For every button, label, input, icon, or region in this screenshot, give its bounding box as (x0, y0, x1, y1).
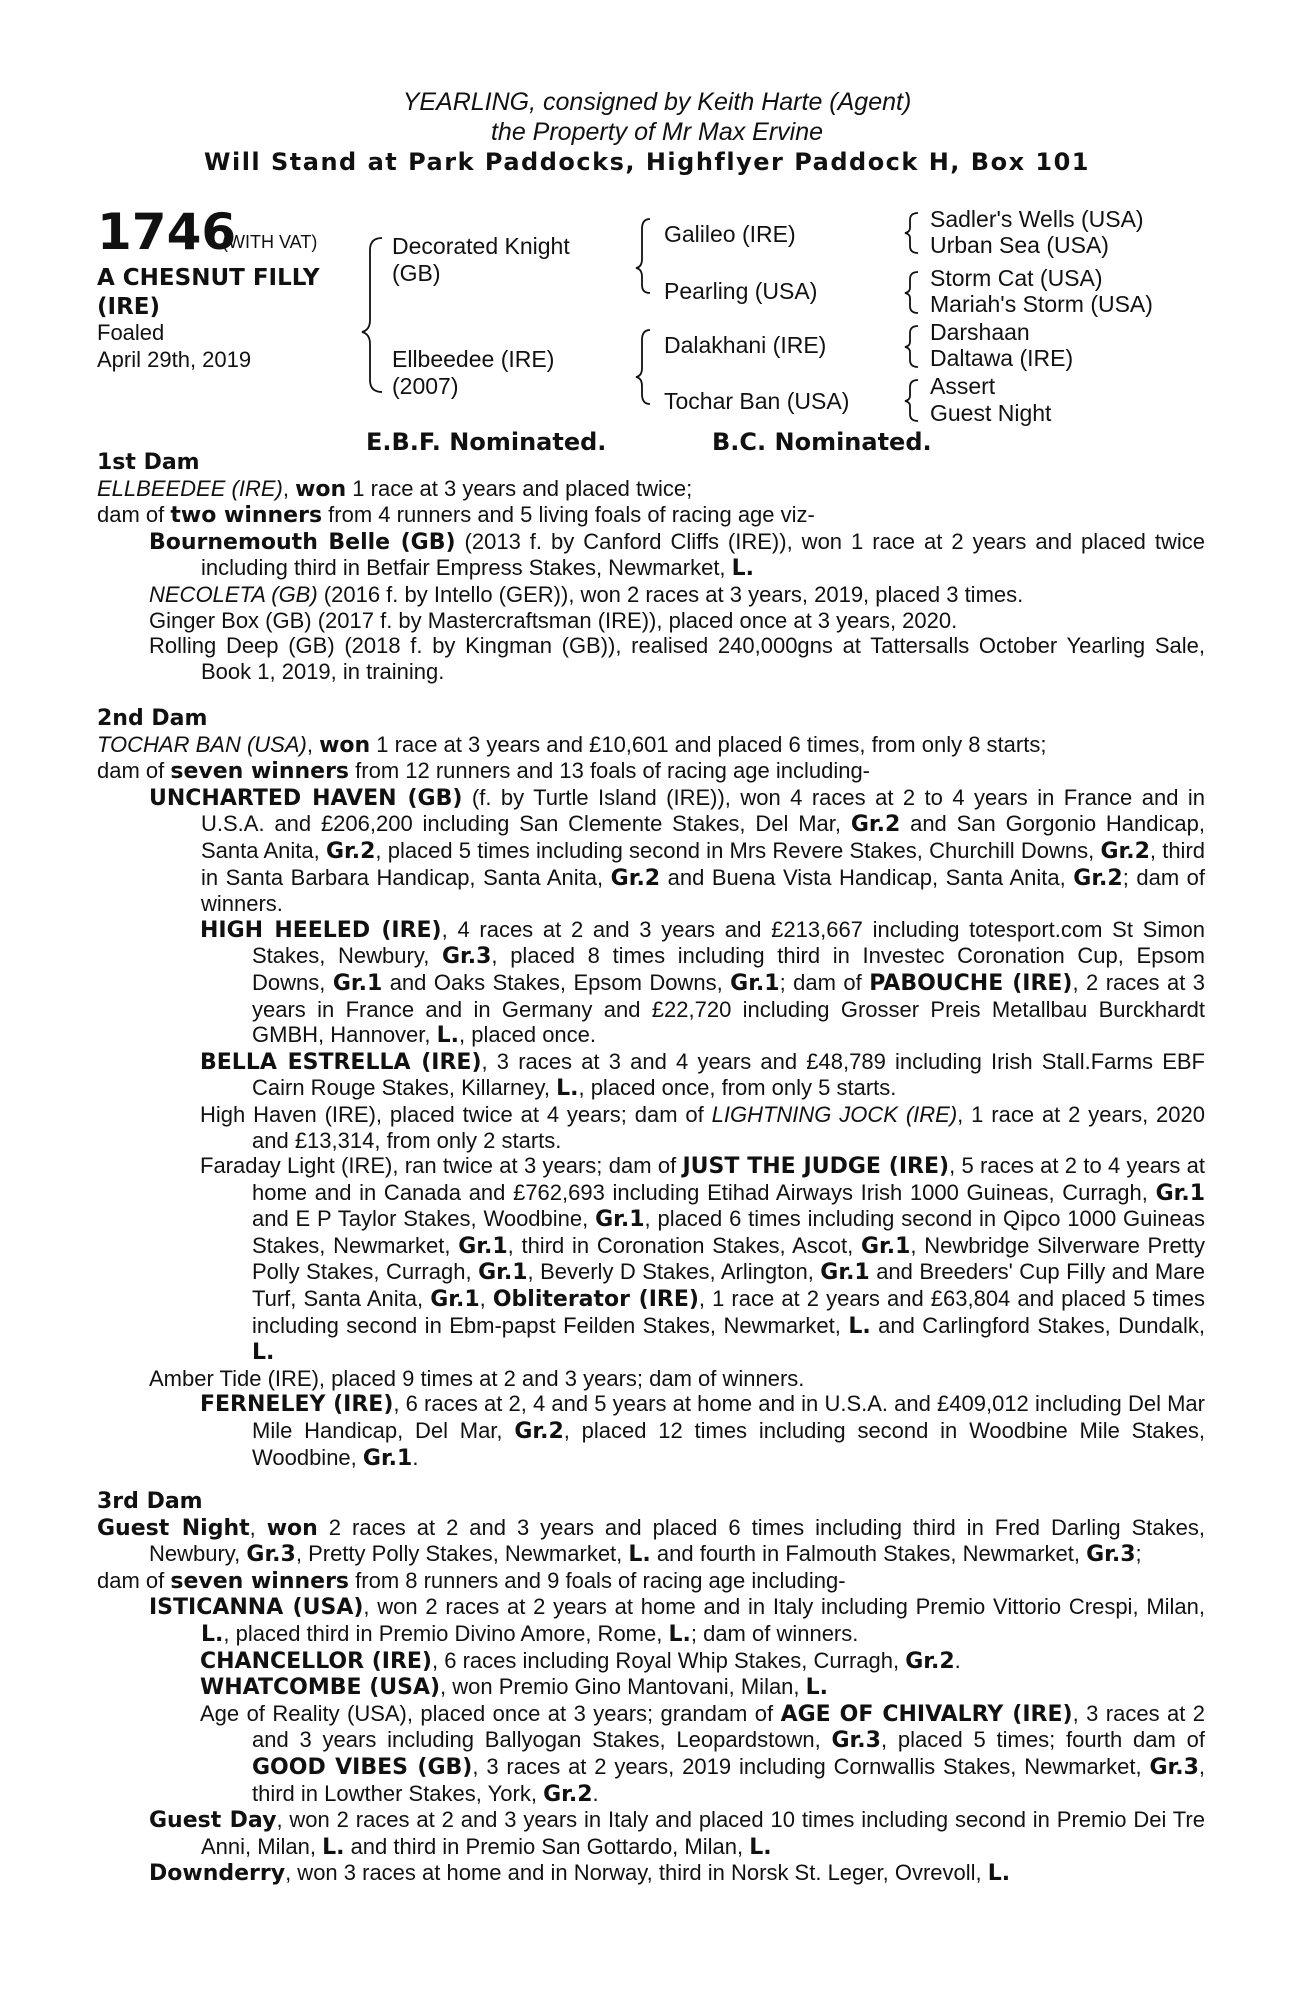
text: Age of Reality (USA), placed once at 3 years; grandam of (200, 1700, 781, 1726)
dam-name: ELLBEEDEE (IRE) (97, 475, 283, 501)
produce-chancellor (200, 1648, 1205, 1675)
header-stand: Will Stand at Park Paddocks, Highflyer Paddock H, Box 101 (204, 148, 1090, 176)
text: ; dam of winners. (201, 864, 1206, 917)
grade: L. (201, 1621, 224, 1647)
second-dam-record (97, 732, 1205, 759)
ped-gg2: Urban Sea (USA) (930, 232, 1109, 258)
horse-name: JUST THE JUDGE (IRE) (682, 1154, 950, 1180)
text: , third in Lowther Stakes, York, (252, 1753, 1205, 1806)
first-dam-section (97, 450, 1205, 684)
horse-name: FERNELEY (IRE) (200, 1392, 394, 1418)
horse-name: BELLA ESTRELLA (IRE) (200, 1049, 482, 1075)
winners-count: seven winners (170, 759, 350, 785)
produce-ferneley (200, 1391, 1205, 1471)
horse-name: ISTICANNA (USA) (149, 1595, 364, 1621)
second-dam-section (97, 706, 1205, 1471)
grade: Gr.3 (1149, 1754, 1199, 1780)
text: , won 2 races at 2 and 3 years in Italy and placed 10 times including second in Premio Dei Tre Anni, Milan, (201, 1807, 1205, 1859)
ped-gg3: Storm Cat (USA) (930, 265, 1103, 291)
text: (2016 f. by Intello (GER)), won 2 races at 3 years, 2019, placed 3 times. (317, 581, 1024, 607)
produce-guest-day (149, 1807, 1205, 1860)
grade: L. (731, 556, 755, 582)
text: , 2 races at 3 years in France and in Germany and £22,720 including Grosser Preis Metallbau Burckhardt GMBH, Hannover, (252, 969, 1205, 1048)
grade: Gr.1 (430, 1287, 480, 1313)
horse-name: CHANCELLOR (IRE) (200, 1648, 432, 1674)
foaled-date: April 29th, 2019 (97, 347, 252, 372)
horse-name: Downderry (149, 1861, 286, 1887)
grade: L. (556, 1076, 579, 1102)
header-consignor: YEARLING, consigned by Keith Harte (Agent) (402, 88, 912, 116)
text: Faraday Light (IRE), ran twice at 3 years; dam of (200, 1153, 683, 1179)
sep: , (249, 1514, 267, 1540)
dam-name: Guest Night (97, 1515, 250, 1541)
ped-dam-name: Ellbeedee (IRE) (392, 346, 555, 372)
won-label: won (319, 732, 371, 758)
second-dam-heading: 2nd Dam (97, 706, 208, 731)
produce-high-heeled (200, 917, 1205, 1049)
text: , 3 races at 2 and 3 years including Ballyogan Stakes, Leopardstown, (252, 1700, 1205, 1753)
grade: Gr.1 (1155, 1180, 1205, 1206)
grade: L. (749, 1834, 772, 1860)
produce-amber-tide: Amber Tide (IRE), placed 9 times at 2 and 3 years; dam of winners. (149, 1365, 805, 1391)
text: and Oaks Stakes, Epsom Downs, (382, 969, 731, 995)
lot-vat: (WITH VAT) (222, 232, 318, 252)
text: , 5 races at 2 to 4 years at home and in Canada and £762,693 including Etihad Airways Irish 1000 Guineas, Curragh, (252, 1153, 1205, 1205)
first-dam-produce (97, 502, 1205, 529)
grade: L. (252, 1340, 275, 1366)
produce-bella-estrella (200, 1049, 1205, 1102)
text: and third in Premio San Gottardo, Milan, (344, 1833, 750, 1859)
text: dam of (97, 502, 171, 528)
text: (f. by Turtle Island (IRE)), won 4 races at 2 to 4 years in France and in U.S.A. and £206,200 including San Clemente Stakes, Del Mar, (201, 784, 1205, 837)
grade: L. (322, 1834, 345, 1860)
text: and Buena Vista Handicap, Santa Anita, (660, 864, 1074, 890)
grade: Gr.3 (246, 1542, 296, 1568)
ped-gg5: Darshaan (930, 319, 1030, 345)
text: , Beverly D Stakes, Arlington, (527, 1259, 821, 1285)
first-dam-heading: 1st Dam (97, 450, 200, 475)
horse-name: AGE OF CHIVALRY (IRE) (780, 1701, 1073, 1727)
grade: L. (848, 1313, 871, 1339)
produce-downderry (149, 1860, 1205, 1887)
horse-name: UNCHARTED HAVEN (GB) (149, 785, 463, 811)
produce-necoleta (149, 582, 1205, 608)
ped-gg1: Sadler's Wells (USA) (930, 206, 1144, 232)
ped-sire-sire: Galileo (IRE) (664, 221, 796, 247)
third-dam-heading: 3rd Dam (97, 1489, 203, 1514)
grade: Gr.2 (514, 1419, 564, 1445)
foaled-label: Foaled (97, 320, 165, 345)
text: , won 3 races at home and in Norway, third in Norsk St. Leger, Ovrevoll, (285, 1860, 988, 1886)
grade: Gr.1 (458, 1233, 508, 1259)
lot-desc-line1: A CHESNUT FILLY (97, 265, 320, 291)
grade: Gr.1 (860, 1233, 911, 1259)
text: 1 race at 3 years and £10,601 and placed 6 times, from only 8 starts; (370, 731, 1047, 757)
grade: Gr.1 (595, 1207, 645, 1233)
text: , Newbridge Silverware Pretty Polly Stakes, Curragh, (252, 1232, 1205, 1285)
period: . (592, 1780, 599, 1806)
grade: Gr.3 (1086, 1542, 1136, 1568)
horse-name: Obliterator (IRE) (492, 1287, 699, 1313)
text: dam of (97, 1567, 171, 1593)
text: ; dam of winners. (690, 1620, 859, 1646)
ped-gg4: Mariah's Storm (USA) (930, 291, 1153, 317)
text: , Pretty Polly Stakes, Newmarket, (295, 1541, 629, 1567)
produce-isticanna (149, 1594, 1205, 1647)
record-text: 1 race at 3 years and placed twice; (346, 475, 693, 501)
produce-age-of-reality (200, 1701, 1205, 1807)
text: , placed third in Premio Divino Amore, Rome, (223, 1620, 669, 1646)
grade: Gr.2 (610, 865, 661, 891)
won-label: won (266, 1515, 318, 1541)
text: , won Premio Gino Mantovani, Milan, (440, 1674, 806, 1700)
period: . (412, 1444, 419, 1470)
text: from 4 runners and 5 living foals of racing age viz- (322, 502, 815, 528)
produce-faraday-light (200, 1153, 1205, 1366)
produce-ginger-box: Ginger Box (GB) (2017 f. by Mastercraftsman (IRE)), placed once at 3 years, 2020. (149, 607, 958, 633)
text: , placed 5 times; fourth dam of (880, 1727, 1205, 1753)
grade: Gr.2 (1073, 865, 1123, 891)
text: 2 races at 2 and 3 years and placed 6 times including third in Fred Darling Stakes, Newbury, (149, 1514, 1205, 1567)
text: , placed 6 times including second in Qipco 1000 Guineas Stakes, Newmarket, (252, 1206, 1205, 1258)
text: and Breeders' Cup Filly and Mare Turf, Santa Anita, (252, 1259, 1206, 1312)
period: . (954, 1647, 961, 1673)
dam-name: TOCHAR BAN (USA) (97, 731, 307, 757)
sep: , (306, 731, 320, 757)
text: High Haven (IRE), placed twice at 4 years; dam of (200, 1101, 712, 1127)
produce-high-haven (200, 1102, 1205, 1153)
grade: L. (668, 1621, 691, 1647)
second-dam-produce (97, 758, 1205, 785)
ped-sire-name: Decorated Knight (392, 233, 570, 259)
text: (2013 f. by Canford Cliffs (IRE)), won 1 race at 2 years and placed twice including third in Betfair Empress Stakes, Newmarket, (201, 528, 1205, 581)
grade: L. (628, 1542, 651, 1568)
text: , (479, 1286, 493, 1312)
text: , placed once. (459, 1022, 597, 1048)
text: ; (1135, 1541, 1142, 1567)
grade: Gr.1 (820, 1260, 870, 1286)
grade: Gr.1 (478, 1260, 528, 1286)
text: , won 2 races at 2 years at home and in Italy including Premio Vittorio Crespi, Milan, (363, 1594, 1206, 1620)
horse-name: HIGH HEELED (IRE) (200, 917, 442, 943)
grade: Gr.2 (543, 1781, 593, 1807)
text: , third in Coronation Stakes, Ascot, (507, 1232, 861, 1258)
text: ; dam of (779, 969, 870, 995)
text: , placed 12 times including second in Woodbine Mile Stakes, Woodbine, (252, 1418, 1205, 1470)
text: , placed once, from only 5 starts. (578, 1075, 897, 1101)
horse-name: PABOUCHE (IRE) (869, 970, 1073, 996)
won-label: won (295, 476, 347, 502)
produce-rolling-deep: Rolling Deep (GB) (2018 f. by Kingman (GB)), realised 240,000gns at Tattersalls October Yearling Sale, Book 1, 2019, in training. (149, 633, 1205, 684)
grade: Gr.1 (332, 970, 383, 996)
text: , 6 races at 2, 4 and 5 years at home and in U.S.A. and £409,012 including Del Mar Mile Handicap, Del Mar, (252, 1391, 1205, 1444)
produce-whatcombe (200, 1674, 1205, 1701)
grade: Gr.2 (905, 1648, 955, 1674)
grade: Gr.1 (730, 970, 780, 996)
horse-name: GOOD VIBES (GB) (252, 1754, 473, 1780)
grade: Gr.2 (1100, 838, 1150, 864)
winners-count: seven winners (170, 1568, 350, 1594)
text: , 6 races including Royal Whip Stakes, Curragh, (432, 1647, 906, 1673)
text: , third in Santa Barbara Handicap, Santa Anita, (201, 837, 1206, 890)
horse-name: Bournemouth Belle (GB) (149, 529, 456, 555)
text: dam of (97, 758, 171, 784)
sep: , (282, 475, 296, 501)
text: and San Gorgonio Handicap, Santa Anita, (201, 811, 1205, 863)
grade: L. (436, 1023, 460, 1049)
grade: L. (805, 1675, 829, 1701)
horse-name: Guest Day (149, 1808, 277, 1834)
header-property: the Property of Mr Max Ervine (490, 118, 824, 146)
third-dam-produce (97, 1568, 1205, 1595)
grade: Gr.3 (441, 944, 492, 970)
horse-name: LIGHTNING JOCK (IRE) (711, 1101, 958, 1127)
grade: Gr.2 (850, 812, 901, 838)
text: , 3 races at 3 and 4 years and £48,789 including Irish Stall.Farms EBF Cairn Rouge Stakes, Killarney, (252, 1048, 1205, 1101)
text: , 4 races at 2 and 3 years and £213,667 including totesport.com St Simon Stakes, Newbury, (252, 916, 1205, 969)
text: and fourth in Falmouth Stakes, Newmarket, (650, 1541, 1087, 1567)
ped-gg7: Assert (930, 373, 996, 399)
text: , 3 races at 2 years, 2019 including Cornwallis Stakes, Newmarket, (472, 1753, 1150, 1779)
text: , placed 5 times including second in Mrs Revere Stakes, Churchill Downs, (375, 837, 1101, 863)
lot-desc-line2: (IRE) (97, 294, 161, 320)
text: , placed 8 times including third in Investec Coronation Cup, Epsom Downs, (252, 943, 1205, 995)
text: , 1 race at 2 years and £63,804 and placed 5 times including second in Ebm-papst Feilden Stakes, Newmarket, (252, 1286, 1205, 1338)
produce-uncharted-haven (149, 785, 1205, 917)
horse-name: NECOLETA (GB) (149, 581, 318, 607)
ped-dam-dam: Tochar Ban (USA) (664, 388, 850, 414)
produce-bournemouth-belle (149, 529, 1205, 582)
grade: Gr.1 (362, 1445, 413, 1471)
bc-nominated: B.C. Nominated. (712, 428, 932, 456)
third-dam-section (97, 1489, 1205, 1887)
grade: Gr.2 (325, 838, 376, 864)
lot-number: 1746 (97, 203, 237, 261)
ped-dam-year: (2007) (392, 373, 459, 399)
winners-count: two winners (170, 503, 323, 529)
text: and E P Taylor Stakes, Woodbine, (252, 1206, 596, 1232)
first-dam-record (97, 476, 1205, 503)
ped-sire-country: (GB) (392, 260, 441, 286)
grade: L. (987, 1861, 1011, 1887)
ped-gg6: Daltawa (IRE) (930, 345, 1074, 371)
text: from 12 runners and 13 foals of racing age including- (349, 758, 871, 784)
ebf-nominated: E.B.F. Nominated. (366, 428, 607, 456)
ped-gg8: Guest Night (930, 400, 1052, 426)
ped-dam-sire: Dalakhani (IRE) (664, 332, 827, 358)
text: from 8 runners and 9 foals of racing age including- (349, 1567, 846, 1593)
grade: Gr.3 (831, 1728, 881, 1754)
text: , 1 race at 2 years, 2020 and £13,314, from only 2 starts. (252, 1101, 1205, 1153)
text: and Carlingford Stakes, Dundalk, (870, 1312, 1206, 1338)
ped-sire-dam: Pearling (USA) (664, 278, 818, 304)
horse-name: WHATCOMBE (USA) (200, 1675, 441, 1701)
third-dam-record (97, 1515, 1205, 1568)
